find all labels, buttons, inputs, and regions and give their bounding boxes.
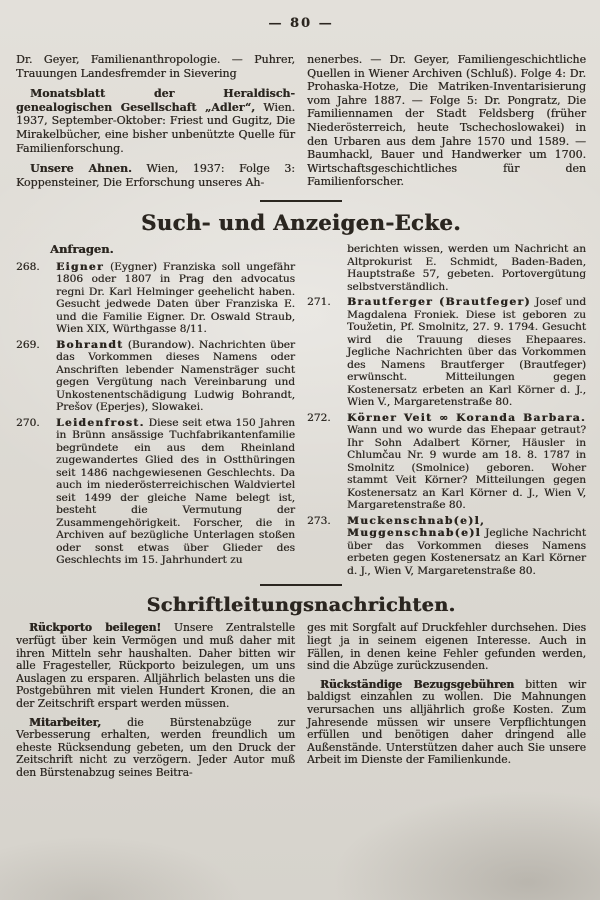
entry-number: 268.	[16, 260, 40, 273]
entry-number: 273.	[307, 514, 331, 527]
entries-left-column	[16, 243, 295, 580]
entry-number: 269.	[16, 338, 40, 351]
entry-number: 271.	[307, 296, 331, 309]
bibliography-left-column	[16, 53, 295, 196]
anfragen-subheading: Anfragen.	[50, 242, 114, 257]
entry-text: berichten wissen, werden um Nachricht an Altprokurist E. Schmidt, Baden-Baden, Hauptstraße 57, gebeten. Portovergütung selbstverständlich.	[347, 243, 586, 293]
entry-text: Wann und wo wurde das Ehepaar getraut? Ihr Sohn Adalbert Körner, Häusler in Chlumčau Nr. 9 wurde am 18. 8. 1787 in Smolnitz (Smolnice) geboren. Woher stammt Veit Körner? Mitteilungen gegen Kostenersatz an Karl Körner d. J., Wien V, Margaretenstraße 80.	[347, 424, 586, 512]
bibliography-section	[16, 53, 586, 196]
editorial-section-title: Schriftleitungsnachrichten.	[146, 594, 456, 617]
editorial-paragraph	[16, 717, 295, 780]
entry-surname: Eigner	[56, 260, 104, 273]
editorial-paragraph	[307, 679, 586, 767]
query-entry-continuation	[307, 243, 586, 293]
entry-text: Diese seit etwa 150 Jahren in Brünn ansässige Tuchfabrikantenfamilie begründete ein aus dem Rheinland zugewandertes Glied des in Ostthüringen seit 1486 nachgewiesenen Geschlechts. Da auch im niederösterreichischen Waldviertel seit 1499 der gleiche Name belegt ist, besteht die Vermutung der Zusammengehörigkeit. Forscher, die in Archiven auf bezügliche Unterlagen stoßen oder sonst etwas über Glieder des Geschlechts im 15. Jahrhundert zu	[56, 416, 295, 567]
journal-name-bold: Monatsblatt der Heraldisch-genealogischen Gesellschaft „Adler“,	[16, 87, 295, 114]
search-entries-section	[16, 243, 586, 580]
entry-text: (Eygner) Franziska soll ungefähr 1806 oder 1807 in Prag den advocatus regni Dr. Karl Helminger geehelicht haben. Gesucht jedwede Daten über Franziska E. und die Familie Eigner. Dr. Oswald Straub, Wien XIX, Würthgasse 8/11.	[56, 260, 295, 336]
entry-number: 272.	[307, 411, 331, 424]
entry-surname: Leidenfrost.	[56, 416, 145, 429]
entry-text: Jegliche Nachricht über das Vorkommen dieses Namens erbeten gegen Kostenersatz an Karl Körner d. J., Wien V, Margaretenstraße 80.	[347, 527, 586, 577]
query-entry-269	[16, 339, 295, 414]
bibliography-right-column	[307, 53, 586, 196]
query-entry-270	[16, 417, 295, 567]
query-entry-268	[16, 261, 295, 336]
journal-name-bold: Unsere Ahnen.	[30, 162, 132, 176]
paragraph-lead-bold: Rückständige Bezugsgebühren	[320, 677, 515, 691]
editorial-left-column	[16, 622, 295, 785]
bibliography-paragraph	[16, 87, 295, 155]
paragraph-text: nenerbes. — Dr. Geyer, Familiengeschichtliche Quellen in Wiener Archiven (Schluß). Folge 4: Dr. Prohaska-Hotze, Die Matriken-Inventarisierung vom Jahre 1887. — Folge 5: Dr. Pongratz, Die Familiennamen der Stadt Feldsberg (früher Niederösterreich, heute Tschechoslowakei) in den Urbaren aus dem Jahre 1570 und 1589. — Baumhackl, Bauer und Handwerker um 1700. Wirtschaftsgeschichtliches für den Familienforscher.	[307, 53, 586, 189]
editorial-right-column	[307, 622, 586, 785]
paragraph-text: Wien, 1937: Folge 3: Koppensteiner, Die Erforschung unseres Ah-	[16, 162, 295, 189]
section-divider-rule	[260, 200, 342, 202]
paragraph-text: bitten wir baldigst einzahlen zu wollen. Die Mahnungen verursachen uns alljährlich große Kosten. Zum Jahresende müssen wir unsere Verpflichtungen erfüllen und benötigen daher dringend alle Außenstände. Unterstützen daher auch Sie unsere Arbeit im Dienste der Familienkunde.	[307, 677, 587, 767]
bibliography-paragraph	[16, 162, 295, 189]
entry-text: Josef und Magdalena Froniek. Diese ist geboren zu Toužetin, Pf. Smolnitz, 27. 9. 1794. Gesucht wird die Trauung dieses Ehepaares. Jegliche Nachrichten über das Vorkommen des Namens Brautferger (Brautfeger) erwünscht. Mitteilungen gegen Kostenersatz erbeten an Karl Körner d. J., Wien V., Margaretenstraße 80.	[347, 296, 587, 409]
paragraph-lead-bold: Mitarbeiter,	[29, 715, 102, 729]
entries-right-column	[307, 243, 586, 580]
paragraph-text: die Bürstenabzüge zur Verbesserung erhalten, werden freundlich um eheste Rücksendung gebeten, um den Druck der Zeitschrift nicht zu verzögern. Jeder Autor muß den Bürstenabzug seines Beitra-	[16, 715, 295, 779]
entry-number: 270.	[16, 416, 40, 429]
paragraph-text: Unsere Zentralstelle verfügt über kein Vermögen und muß daher mit ihren Mitteln sehr haushalten. Daher bitten wir alle Fragesteller, Rückporto beizulegen, um uns Auslagen zu ersparen. Alljährlich belasten uns die Postgebühren mit vielen Hundert Kronen, die an der Zeitschrift erspart werden müssen.	[16, 621, 295, 710]
entry-surname: Muckenschnab(e)l, Muggenschnab(e)l	[347, 514, 486, 540]
paragraph-text: Wien. 1937, September-Oktober: Friest und Gugitz, Die Mirakelbücher, eine bisher unbenützte Quelle für Familienforschung.	[16, 100, 295, 155]
entry-surname: Bohrandt	[56, 338, 124, 351]
search-section-title: Such- und Anzeigen-Ecke.	[141, 210, 461, 236]
editorial-paragraph	[307, 622, 586, 672]
bibliography-paragraph	[16, 53, 295, 80]
editorial-section	[16, 622, 586, 785]
editorial-paragraph	[16, 622, 295, 710]
query-entry-272	[307, 412, 586, 512]
paragraph-text: Dr. Geyer, Familienanthropologie. — Puhrer, Trauungen Landesfremder in Sievering	[16, 53, 295, 80]
paragraph-text: ges mit Sorgfalt auf Druckfehler durchsehen. Dies liegt ja in seinem eigenen Interesse. Auch in Fällen, in denen keine Fehler gefunden werden, sind die Abzüge zurückzusenden.	[307, 621, 586, 673]
query-entry-271	[307, 296, 586, 409]
bibliography-paragraph	[307, 53, 586, 189]
section-divider-rule	[260, 584, 342, 586]
query-entry-273	[307, 515, 586, 578]
paragraph-lead-bold: Rückporto beilegen!	[29, 621, 161, 635]
entry-text: (Burandow). Nachrichten über das Vorkommen dieses Namens oder Anschriften lebender Namensträger sucht gegen Vergütung nach Vereinbarung und Unkostenentschädigung Ludwig Bohrandt, Prešov (Eperjes), Slowakei.	[56, 338, 295, 414]
page-number: — 80 —	[268, 16, 334, 31]
entry-surname: Brautferger (Brautfeger)	[347, 296, 531, 309]
entry-surname: Körner Veit ∞ Koranda Barbara.	[347, 411, 586, 424]
